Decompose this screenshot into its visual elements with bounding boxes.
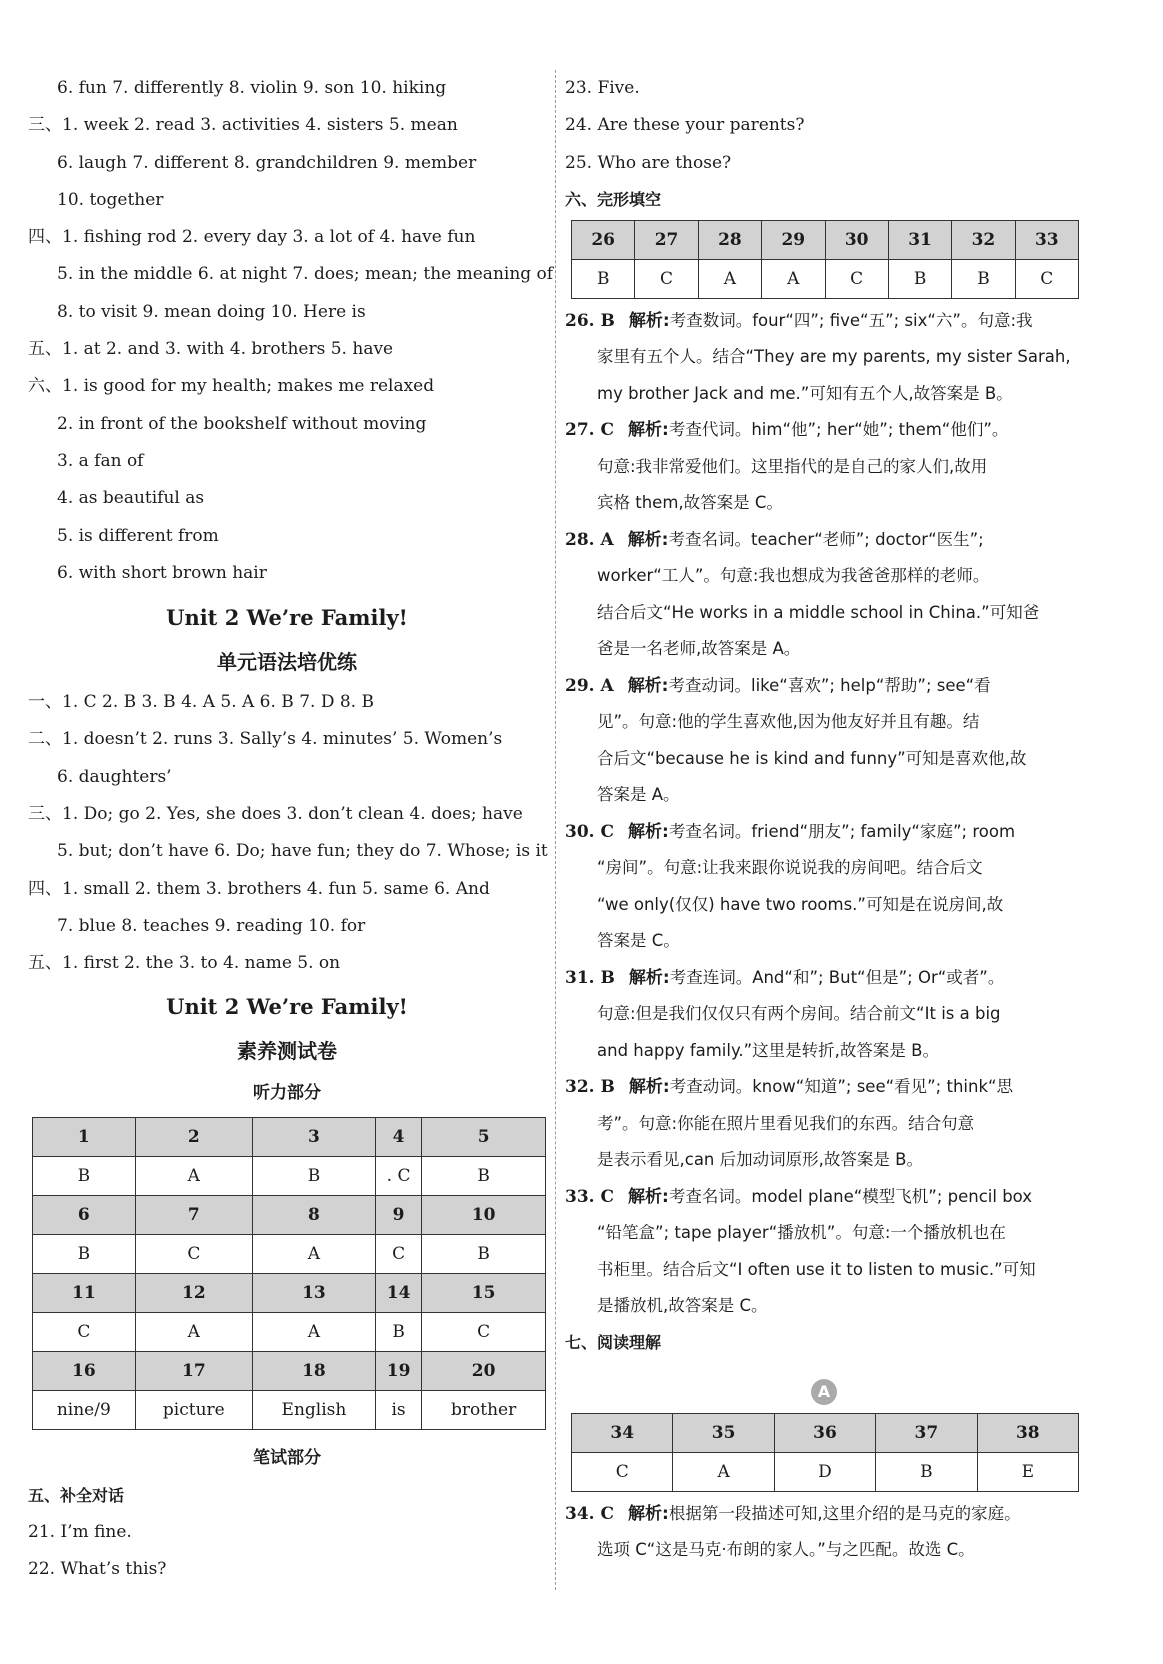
- question-answer: 28. A: [565, 529, 614, 550]
- question-answer: 29. A: [565, 675, 614, 696]
- answer-line: 五、1. at 2. and 3. with 4. brothers 5. have: [28, 339, 394, 360]
- explanation-line: [565, 1033, 1083, 1070]
- table-header-row: [572, 220, 1079, 259]
- answer-cell: picture: [135, 1390, 252, 1429]
- question-number-cell: 34: [572, 1413, 673, 1452]
- question-number-cell: 4: [375, 1117, 421, 1156]
- explanation-line: [565, 595, 1083, 632]
- answer-cell: A: [135, 1312, 252, 1351]
- explanation-text: 句意:我非常爱他们。这里指代的是自己的家人们,故用: [597, 456, 988, 476]
- explanation-line: [565, 339, 1083, 376]
- explanation-line: [565, 1142, 1083, 1179]
- answer-cell: B: [33, 1156, 136, 1195]
- explanation-line: [565, 303, 1083, 340]
- unit-title-2: Unit 2 We’re Family!: [166, 993, 408, 1019]
- explanation-line: [565, 1252, 1083, 1289]
- question-number-cell: 38: [977, 1413, 1078, 1452]
- answer-line: 6. fun 7. differently 8. violin 9. son 10. hiking: [57, 78, 447, 98]
- dialog-answer-21: 21. I’m fine.: [28, 1521, 132, 1542]
- explanation-text: 考查连词。And“和”; But“但是”; Or“或者”。: [669, 967, 1005, 987]
- explanation-text: 考查动词。know“知道”; see“看见”; think“思: [669, 1077, 1014, 1097]
- grammar-practice-title: 单元语法培优练: [217, 650, 357, 675]
- explanation-line: [565, 412, 1083, 449]
- explanation-text: 答案是 C。: [597, 931, 680, 951]
- explanation-line: [565, 704, 1083, 741]
- explanation-line: [565, 923, 1083, 960]
- answer-line: 6. laugh 7. different 8. grandchildren 9. member: [57, 152, 477, 173]
- question-answer: 27. C: [565, 420, 615, 441]
- explanation-text: 书柜里。结合后文“I often use it to listen to music.”可知: [597, 1259, 1036, 1279]
- question-number-cell: 28: [698, 220, 761, 259]
- question-number-cell: 10: [422, 1195, 546, 1234]
- listening-answer-row: [33, 1312, 546, 1351]
- question-number-cell: 13: [252, 1273, 375, 1312]
- grammar-answer-line: 一、1. C 2. B 3. B 4. A 5. A 6. B 7. D 8. B: [28, 692, 374, 713]
- explanation-line: [565, 485, 1083, 522]
- answer-cell: B: [252, 1156, 375, 1195]
- question-number-cell: 3: [252, 1117, 375, 1156]
- explanation-label: 解析:: [628, 821, 669, 842]
- answer-line: 5. in the middle 6. at night 7. does; mean; the meaning of: [57, 264, 554, 285]
- explanation-block: [565, 814, 1083, 960]
- answer-cell: B: [422, 1156, 546, 1195]
- grammar-answer-line: 5. but; don’t have 6. Do; have fun; they do 7. Whose; is it: [57, 841, 548, 862]
- explanation-line: [565, 960, 1083, 997]
- answer-line: 6. with short brown hair: [57, 562, 267, 583]
- explanation-text: 爸是一名老师,故答案是 A。: [597, 639, 801, 659]
- question-number-cell: 27: [635, 220, 698, 259]
- dialog-answer-24: 24. Are these your parents?: [565, 115, 805, 136]
- explanation-text: 句意:但是我们仅仅只有两个房间。结合前文“It is a big: [597, 1004, 1001, 1024]
- question-answer: 31. B: [565, 967, 615, 988]
- question-number-cell: 31: [888, 220, 951, 259]
- answer-cell: A: [698, 259, 761, 298]
- question-number-cell: 26: [572, 220, 635, 259]
- explanation-line: [565, 1215, 1083, 1252]
- answer-cell: nine/9: [33, 1390, 136, 1429]
- answer-cell: B: [952, 259, 1015, 298]
- explanation-line: [565, 887, 1083, 924]
- explanation-text: 选项 C“这是马克·布朗的家人。”与之匹配。故选 C。: [597, 1540, 975, 1560]
- explanation-label: 解析:: [628, 1186, 669, 1207]
- explanation-text: worker“工人”。句意:我也想成为我爸爸那样的老师。: [597, 566, 990, 586]
- explanation-block: [565, 522, 1083, 668]
- explanation-label: 解析:: [627, 675, 669, 696]
- cloze-section-title: 六、完形填空: [565, 189, 662, 209]
- explanation-label: 解析:: [628, 1077, 670, 1098]
- explanation-block: [565, 1179, 1083, 1325]
- explanation-block: [565, 668, 1083, 814]
- question-answer: 26. B: [565, 310, 615, 331]
- answer-line: 六、1. is good for my health; makes me relaxed: [28, 376, 435, 397]
- table-header-row: [572, 1413, 1079, 1452]
- answer-cell: B: [375, 1312, 421, 1351]
- question-number-cell: 11: [33, 1273, 136, 1312]
- explanation-label: 解析:: [628, 420, 669, 441]
- left-column: [28, 70, 554, 1588]
- unit1-answers: [28, 70, 554, 592]
- explanation-block: [565, 1069, 1083, 1179]
- answer-line: 四、1. fishing rod 2. every day 3. a lot of 4. have fun: [28, 227, 476, 248]
- dialog-section-title: 五、补全对话: [28, 1485, 125, 1505]
- explanation-line: [565, 850, 1083, 887]
- explanation-block: [565, 960, 1083, 1070]
- answer-cell: B: [422, 1234, 546, 1273]
- question-number-cell: 9: [375, 1195, 421, 1234]
- answer-cell: C: [135, 1234, 252, 1273]
- question-number-cell: 1: [33, 1117, 136, 1156]
- question-answer: 33. C: [565, 1186, 615, 1207]
- answer-line: 5. is different from: [57, 525, 219, 546]
- answer-line: 4. as beautiful as: [57, 488, 205, 509]
- explanation-text: 考查名词。teacher“老师”; doctor“医生”;: [668, 529, 984, 549]
- writing-title: 笔试部分: [253, 1447, 321, 1468]
- answer-cell: . C: [375, 1156, 421, 1195]
- grammar-answer-line: 三、1. Do; go 2. Yes, she does 3. don’t clean 4. does; have: [28, 804, 523, 825]
- question-answer: 34. C: [565, 1503, 615, 1524]
- explanation-text: 答案是 A。: [597, 785, 680, 805]
- explanation-label: 解析:: [627, 529, 669, 550]
- answer-cell: B: [876, 1452, 977, 1491]
- reading-answer-table: [571, 1413, 1079, 1492]
- question-number-cell: 36: [774, 1413, 875, 1452]
- explanation-text: “铅笔盒”; tape player“播放机”。句意:一个播放机也在: [597, 1223, 1006, 1243]
- explanation-line: [565, 1179, 1083, 1216]
- explanation-text: 合后文“because he is kind and funny”可知是喜欢他,故: [597, 748, 1027, 768]
- reading-section-title: 七、阅读理解: [565, 1332, 662, 1352]
- dialog-answer-22: 22. What’s this?: [28, 1558, 167, 1579]
- answer-cell: is: [375, 1390, 421, 1429]
- question-number-cell: 8: [252, 1195, 375, 1234]
- explanation-text: 考查代词。him“他”; her“她”; them“他们”。: [668, 420, 1009, 440]
- explanation-line: [565, 814, 1083, 851]
- question-number-cell: 17: [135, 1351, 252, 1390]
- explanation-text: 是播放机,故答案是 C。: [597, 1296, 768, 1316]
- cloze-answer-table: [571, 220, 1079, 299]
- answer-line: 8. to visit 9. mean doing 10. Here is: [57, 301, 366, 322]
- listening-answer-row: [33, 1156, 546, 1195]
- listening-answer-table: [32, 1117, 546, 1430]
- question-number-cell: 32: [952, 220, 1015, 259]
- dialog-answer-25: 25. Who are those?: [565, 152, 732, 173]
- explanation-line: [565, 558, 1083, 595]
- explanation-label: 解析:: [628, 1503, 669, 1524]
- answer-cell: A: [673, 1452, 774, 1491]
- explanation-line: [565, 1496, 1083, 1533]
- explanation-text: 是表示看见,can 后加动词原形,故答案是 B。: [597, 1150, 923, 1170]
- question-number-cell: 29: [762, 220, 825, 259]
- answer-line: 2. in front of the bookshelf without moving: [57, 413, 427, 434]
- answer-cell: A: [252, 1234, 375, 1273]
- column-divider: [555, 70, 556, 1590]
- listening-header-row: [33, 1117, 546, 1156]
- grammar-answer-line: 7. blue 8. teaches 9. reading 10. for: [57, 915, 366, 936]
- answer-cell: A: [762, 259, 825, 298]
- question-number-cell: 6: [33, 1195, 136, 1234]
- question-answer: 32. B: [565, 1077, 615, 1098]
- explanation-text: 宾格 them,故答案是 C。: [597, 493, 783, 513]
- right-column: [565, 70, 1083, 1569]
- explanation-line: [565, 1288, 1083, 1325]
- answer-cell: A: [135, 1156, 252, 1195]
- question-number-cell: 14: [375, 1273, 421, 1312]
- answer-cell: brother: [422, 1390, 546, 1429]
- explanation-line: [565, 996, 1083, 1033]
- answer-line: 10. together: [57, 189, 164, 210]
- question-number-cell: 33: [1015, 220, 1078, 259]
- question-number-cell: 16: [33, 1351, 136, 1390]
- question-number-cell: 35: [673, 1413, 774, 1452]
- explanation-text: 考查动词。like“喜欢”; help“帮助”; see“看: [668, 675, 991, 695]
- explanation-line: [565, 1069, 1083, 1106]
- unit-title-1: Unit 2 We’re Family!: [166, 605, 408, 631]
- explanation-block: [565, 303, 1083, 413]
- explanation-text: 结合后文“He works in a middle school in China.”可知爸: [597, 602, 1040, 622]
- passage-a-marker: A: [811, 1379, 837, 1405]
- explanation-text: 考”。句意:你能在照片里看见我们的东西。结合句意: [597, 1113, 975, 1133]
- literacy-test-title: 素养测试卷: [237, 1038, 337, 1063]
- dialog-answer-23: 23. Five.: [565, 78, 640, 98]
- explanation-text: and happy family.”这里是转折,故答案是 B。: [597, 1040, 939, 1060]
- explanation-label: 解析:: [628, 967, 670, 988]
- explanation-text: 根据第一段描述可知,这里介绍的是马克的家庭。: [668, 1503, 1021, 1523]
- explanation-line: [565, 777, 1083, 814]
- answer-cell: C: [635, 259, 698, 298]
- question-answer: 30. C: [565, 821, 615, 842]
- listening-header-row: [33, 1195, 546, 1234]
- answer-cell: C: [33, 1312, 136, 1351]
- answer-cell: English: [252, 1390, 375, 1429]
- explanation-line: [565, 1532, 1083, 1569]
- question-number-cell: 7: [135, 1195, 252, 1234]
- answer-cell: C: [825, 259, 888, 298]
- listening-header-row: [33, 1351, 546, 1390]
- explanation-block: [565, 1496, 1083, 1569]
- listening-header-row: [33, 1273, 546, 1312]
- grammar-answer-line: 四、1. small 2. them 3. brothers 4. fun 5. same 6. And: [28, 878, 490, 899]
- explanation-line: [565, 1106, 1083, 1143]
- table-answer-row: [572, 259, 1079, 298]
- answer-cell: B: [33, 1234, 136, 1273]
- answer-cell: C: [1015, 259, 1078, 298]
- question-number-cell: 30: [825, 220, 888, 259]
- answer-cell: C: [375, 1234, 421, 1273]
- answer-cell: A: [252, 1312, 375, 1351]
- grammar-answer-line: 二、1. doesn’t 2. runs 3. Sally’s 4. minutes’ 5. Women’s: [28, 729, 503, 750]
- grammar-answer-line: 五、1. first 2. the 3. to 4. name 5. on: [28, 953, 341, 974]
- question-number-cell: 20: [422, 1351, 546, 1390]
- answer-cell: C: [572, 1452, 673, 1491]
- explanation-text: “we only(仅仅) have two rooms.”可知是在说房间,故: [597, 894, 1004, 914]
- question-number-cell: 18: [252, 1351, 375, 1390]
- question-number-cell: 12: [135, 1273, 252, 1312]
- grammar-answer-line: 6. daughters’: [57, 766, 172, 787]
- listening-answer-row: [33, 1390, 546, 1429]
- question-number-cell: 15: [422, 1273, 546, 1312]
- explanation-label: 解析:: [628, 310, 670, 331]
- question-number-cell: 37: [876, 1413, 977, 1452]
- explanation-line: [565, 449, 1083, 486]
- explanation-line: [565, 668, 1083, 705]
- cloze-explanations: [565, 303, 1083, 1325]
- answer-cell: D: [774, 1452, 875, 1491]
- answer-line: 3. a fan of: [57, 450, 144, 471]
- listening-title: 听力部分: [253, 1082, 321, 1103]
- answer-line: 三、1. week 2. read 3. activities 4. sisters 5. mean: [28, 115, 458, 136]
- answer-cell: B: [572, 259, 635, 298]
- listening-answer-row: [33, 1234, 546, 1273]
- explanation-text: 考查名词。model plane“模型飞机”; pencil box: [668, 1186, 1033, 1206]
- explanation-text: 考查名词。friend“朋友”; family“家庭”; room: [668, 821, 1016, 841]
- answer-cell: C: [422, 1312, 546, 1351]
- grammar-answers: [28, 684, 546, 982]
- explanation-text: my brother Jack and me.”可知有五个人,故答案是 B。: [597, 383, 1013, 403]
- explanation-line: [565, 522, 1083, 559]
- question-number-cell: 5: [422, 1117, 546, 1156]
- question-number-cell: 2: [135, 1117, 252, 1156]
- table-answer-row: [572, 1452, 1079, 1491]
- question-number-cell: 19: [375, 1351, 421, 1390]
- answer-cell: B: [888, 259, 951, 298]
- explanation-text: “房间”。句意:让我来跟你说说我的房间吧。结合后文: [597, 858, 983, 878]
- explanation-line: [565, 741, 1083, 778]
- explanation-block: [565, 412, 1083, 522]
- answer-cell: E: [977, 1452, 1078, 1491]
- reading-explanation-34: [565, 1496, 1083, 1569]
- explanation-text: 见”。句意:他的学生喜欢他,因为他友好并且有趣。结: [597, 712, 980, 732]
- explanation-line: [565, 376, 1083, 413]
- explanation-text: 考查数词。four“四”; five“五”; six“六”。句意:我: [669, 310, 1033, 330]
- explanation-text: 家里有五个人。结合“They are my parents, my sister Sarah,: [597, 347, 1071, 367]
- explanation-line: [565, 631, 1083, 668]
